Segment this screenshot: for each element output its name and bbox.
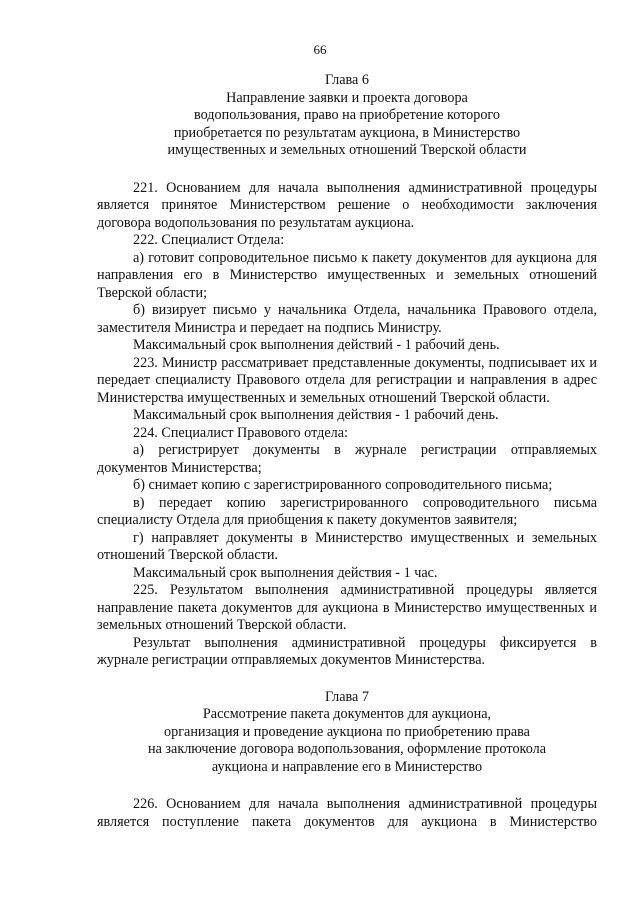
deadline-note: Максимальный срок выполнения действий - 1 рабочий день.: [133, 337, 500, 353]
chapter-7-subtitle-line: организация и проведение аукциона по приобретению права: [164, 723, 530, 740]
paragraph-222: 222. Специалист Отдела:: [133, 232, 285, 248]
chapter-6-title: Глава 6: [325, 72, 369, 88]
chapter-6-subtitle-line: имущественных и земельных отношений Тверской области: [167, 142, 527, 158]
chapter-7-subtitle-line: на заключение договора водопользования, оформление протокола: [147, 741, 546, 757]
paragraph-224: 224. Специалист Правового отдела:: [133, 424, 348, 441]
chapter-7-subtitle-line: аукциона и направление его в Министерство: [211, 758, 483, 775]
deadline-note: Максимальный срок выполнения действия - 1 час.: [133, 564, 438, 581]
chapter-6-subtitle-line: водопользования, право на приобретение которого: [194, 107, 500, 123]
paragraph-225: 225. Результатом выполнения административной процедуры является направление пакета документов для аукциона в Министерство имущественных и земельных отношений Тверской области.: [97, 582, 597, 633]
result-note: Результат выполнения административной процедуры фиксируется в журнале регистрации отправляемых документов Министерства.: [97, 634, 597, 668]
chapter-7-subtitle-line: Рассмотрение пакета документов для аукциона,: [202, 706, 492, 722]
paragraph-224-b: б) снимает копию с зарегистрированного сопроводительного письма;: [133, 477, 553, 493]
paragraph-226: 226. Основанием для начала выполнения административной процедуры является поступление пакета документов для аукциона в Министерство: [97, 796, 597, 830]
paragraph-222-a: а) готовит сопроводительное письмо к пакету документов для аукциона для направления его в Министерство имущественных и земельных отношений Тверской области;: [97, 249, 597, 301]
page-content: [97, 72, 597, 831]
paragraph-224-v: в) передает копию зарегистрированного сопроводительного письма специалисту Отдела для приобщения к пакету документов заявителя;: [97, 494, 597, 528]
paragraph-222-b: б) визирует письмо у начальника Отдела, начальника Правового отдела, заместителя Министра и передает на подпись Министру.: [97, 302, 597, 336]
chapter-6-body: [97, 180, 597, 670]
spacer: [97, 670, 597, 689]
page-number: 66: [313, 42, 327, 57]
deadline-note: Максимальный срок выполнения действия - 1 рабочий день.: [133, 407, 499, 423]
chapter-7-title: Глава 7: [325, 688, 369, 705]
chapter-6-subtitle-line: приобретается по результатам аукциона, в Министерство: [173, 124, 521, 141]
paragraph-224-a: а) регистрирует документы в журнале регистрации отправляемых документов Министерства;: [97, 442, 597, 476]
chapter-6-heading: [97, 72, 597, 160]
paragraph-224-g: г) направляет документы в Министерство имущественных и земельных отношений Тверской области.: [97, 529, 597, 563]
chapter-7-body: [97, 796, 597, 831]
spacer: [97, 160, 597, 180]
paragraph-221: 221. Основанием для начала выполнения административной процедуры является принятое Министерством решение о необходимости заключения договора водопользования по результатам аукциона.: [97, 179, 597, 231]
spacer: [97, 776, 597, 796]
chapter-6-subtitle-line: Направление заявки и проекта договора: [226, 89, 468, 106]
chapter-7-heading: [97, 689, 597, 777]
paragraph-223: 223. Министр рассматривает представленные документы, подписывает их и передает специалисту Правового отдела для регистрации и направления в адрес Министерства имущественных и земельных отношений Тверской области.: [97, 354, 597, 406]
